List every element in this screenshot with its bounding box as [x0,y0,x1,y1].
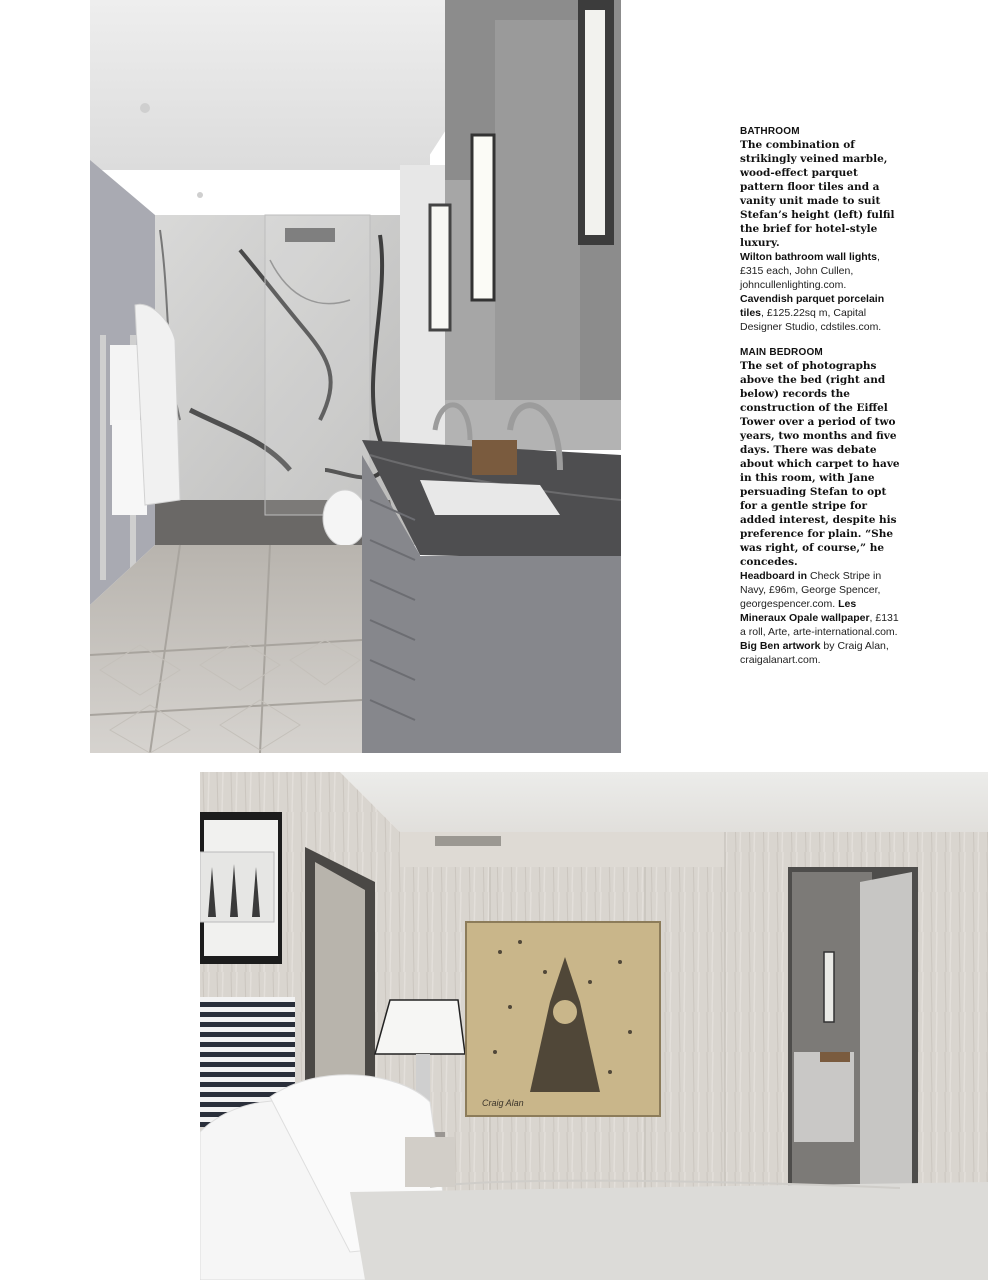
bathroom-photo-icon [90,0,621,753]
bedroom-description: The set of photographs above the bed (right and below) records the construction of the Eiffel Tower over a period of two years, two months and five days. There was debate about which carpet to have in this room, with Jane persuading Stefan to opt for a gentle stripe for added interest, despite his preference for plain. “She was right, of course,” he concedes. [740,360,900,568]
bedroom-photo-icon [200,772,988,1280]
credit-detail: Check Stripe in Navy, £96m, George Spencer, georgespencer.com. [740,570,882,610]
credit-name: Cavendish parquet porcelain tiles [740,293,885,319]
captions-column [740,126,902,680]
credit-name: Wilton bathroom wall lights [740,251,877,263]
bathroom-caption [740,126,902,334]
bathroom-photo [90,0,621,753]
bedroom-heading: MAIN BEDROOM [740,347,823,358]
bathroom-heading: BATHROOM [740,126,800,137]
bathroom-description: The combination of strikingly veined marble, wood-effect parquet pattern floor tiles and a vanity unit made to suit Stefan’s height (left) fulfil the brief for hotel-style luxury. [740,139,895,249]
bedroom-photo [200,772,988,1280]
credit-detail: , £125.22sq m, Capital Designer Studio, cdstiles.com. [740,307,882,333]
credit-detail: , £131 a roll, Arte, arte-international.com. [740,612,899,638]
bathroom-credits [740,250,902,334]
credit-name: Big Ben artwork [740,640,821,652]
credit-detail: , £315 each, John Cullen, johncullenlighting.com. [740,251,880,291]
credit-detail: by Craig Alan, craigalanart.com. [740,640,889,666]
bedroom-caption [740,347,902,667]
artwork-signature: Craig Alan [482,1098,524,1108]
credit-name: Les Mineraux Opale wallpaper [740,598,870,624]
credit-name: Headboard in [740,570,808,582]
bedroom-credits [740,569,902,667]
